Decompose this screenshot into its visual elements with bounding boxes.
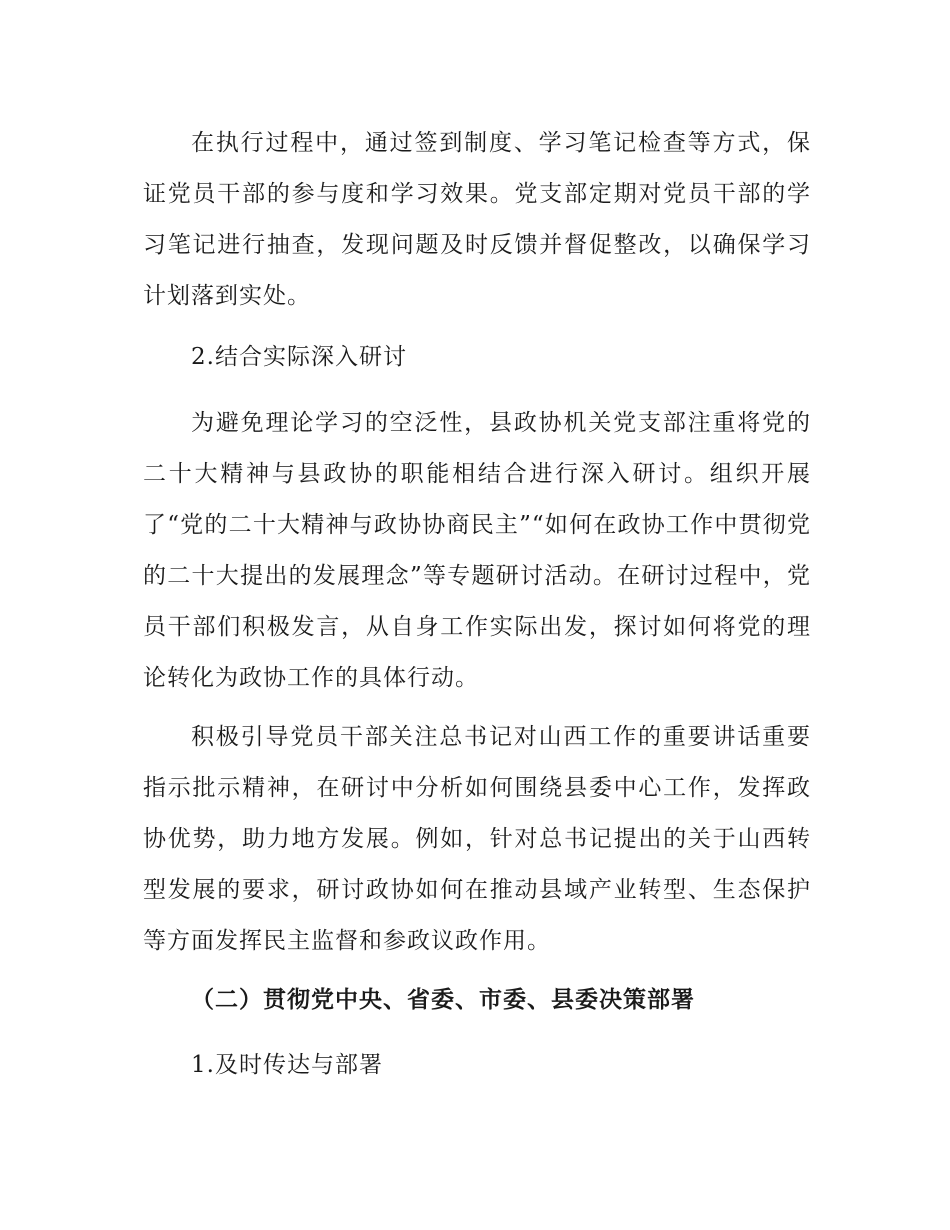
subheading-timely-communication: 1.及时传达与部署 [191, 1052, 383, 1078]
paragraph-execution-process: 在执行过程中，通过签到制度、学习笔记检查等方式，保证党员干部的参与度和学习效果。党支部定期对党员干部的学习笔记进行抽查，发现问题及时反馈并督促整改，以确保学习计划落到实处。 [143, 130, 811, 309]
subheading-in-depth-discussion: 2.结合实际深入研讨 [191, 344, 407, 370]
paragraph-theory-discussion: 为避免理论学习的空泛性，县政协机关党支部注重将党的二十大精神与县政协的职能相结合进行深入研讨。组织开展了“党的二十大精神与政协协商民主”“如何在政协工作中贯彻党的二十大提出的发展理念”等专题研讨活动。在研讨过程中，党员干部们积极发言，从自身工作实际出发，探讨如何将党的理论转化为政协工作的具体行动。 [143, 410, 811, 691]
paragraph-shanxi-guidance: 积极引导党员干部关注总书记对山西工作的重要讲话重要指示批示精神，在研讨中分析如何围绕县委中心工作，发挥政协优势，助力地方发展。例如，针对总书记提出的关于山西转型发展的要求，研讨政协如何在推动县域产业转型、生态保护等方面发挥民主监督和参政议政作用。 [143, 724, 811, 954]
section-heading-implement-decisions: （二）贯彻党中央、省委、市委、县委决策部署 [191, 987, 695, 1013]
